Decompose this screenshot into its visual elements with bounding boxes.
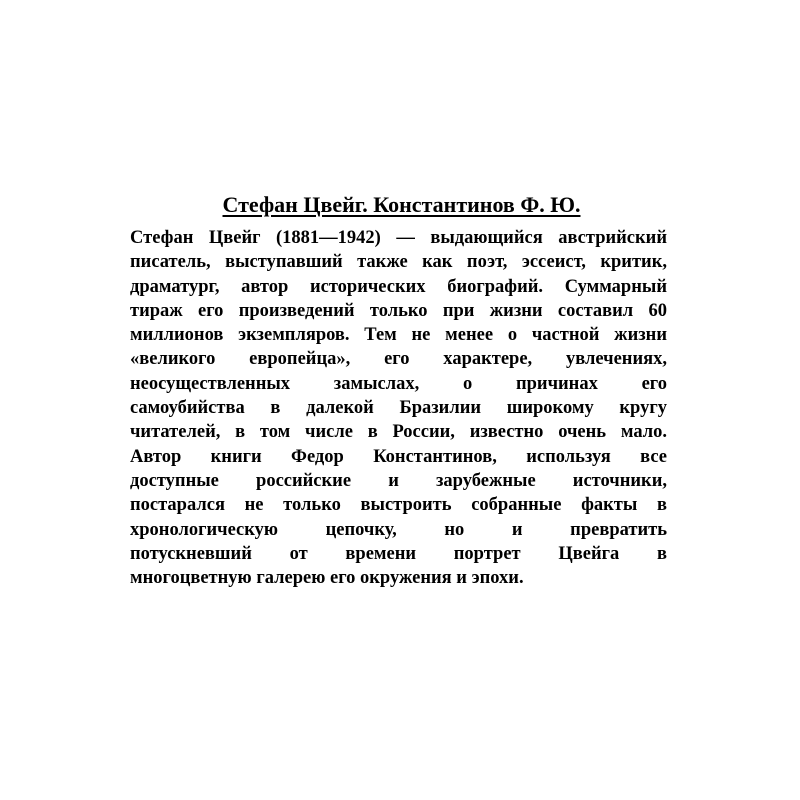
book-description (130, 190, 667, 590)
paragraph-line: Автор книги Федор Константинов, используя все (130, 446, 667, 467)
description-body (130, 226, 667, 590)
paragraph-line: доступные российские и зарубежные источники, (130, 470, 667, 491)
paragraph-line: читателей, в том числе в России, известно очень мало. (130, 422, 667, 443)
paragraph-line: «великого европейца», его характере, увлечениях, (130, 349, 667, 370)
paragraph-line: постарался не только выстроить собранные факты в (130, 495, 667, 516)
paragraph-line: многоцветную галерею его окружения и эпохи. (130, 568, 524, 589)
paragraph-line: неосуществленных замыслах, о причинах его (130, 373, 667, 394)
paragraph-line: потускневший от времени портрет Цвейга в (130, 543, 667, 564)
paragraph-line: самоубийства в далекой Бразилии широкому кругу (130, 398, 667, 419)
paragraph-line: Стефан Цвейг (1881—1942) — выдающийся австрийский (130, 228, 667, 248)
paragraph-line: тираж его произведений только при жизни составил 60 (130, 300, 667, 321)
paragraph-line: хронологическую цепочку, но и превратить (130, 519, 667, 540)
document-title: Стефан Цвейг. Константинов Ф. Ю. (222, 192, 581, 217)
paragraph-line: писатель, выступавший также как поэт, эссеист, критик, (130, 252, 667, 273)
paragraph-line: драматург, автор исторических биографий. Суммарный (130, 276, 667, 297)
paragraph-line: миллионов экземпляров. Тем не менее о частной жизни (130, 325, 667, 346)
